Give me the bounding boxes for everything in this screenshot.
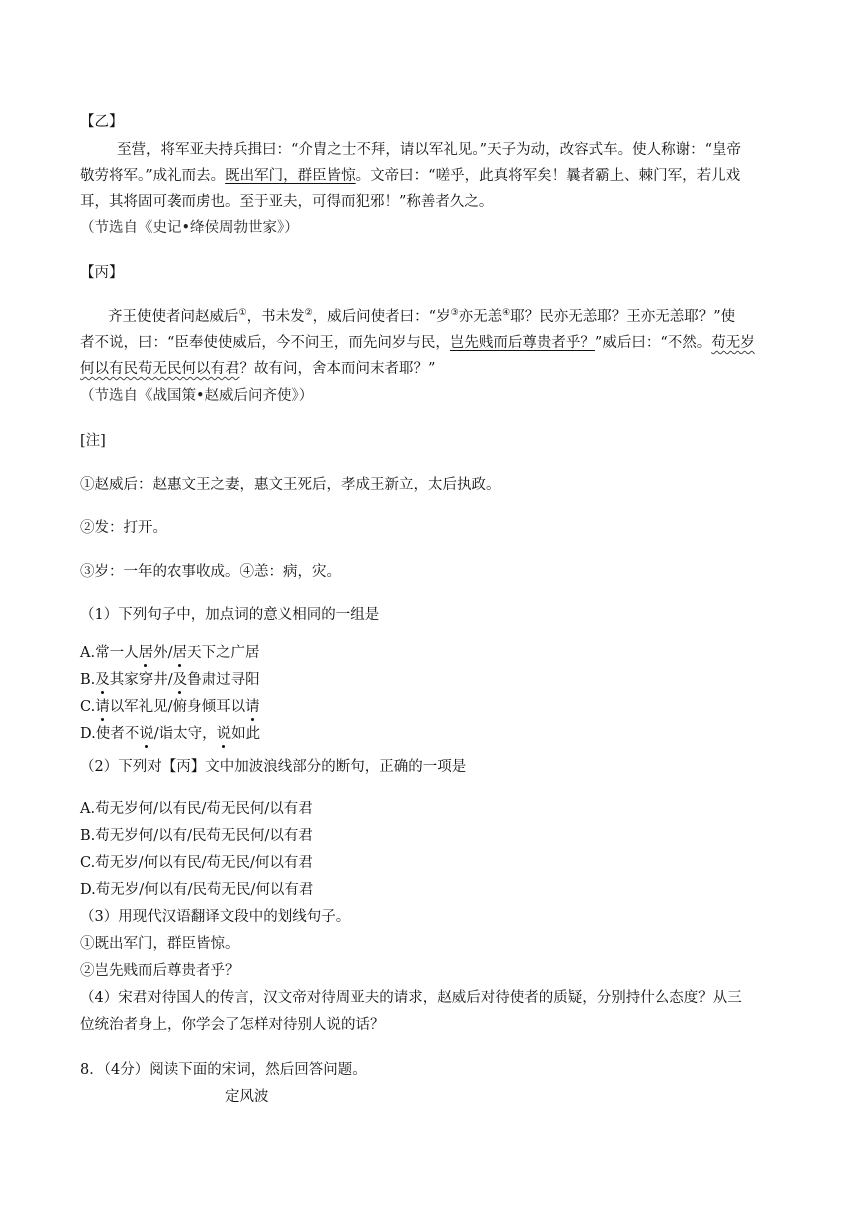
option-a: A.苟无岁何/以有民/苟无民何/以有君 (80, 801, 313, 817)
paragraph-line: 至营，将军亚夫持兵揖曰：“介胄之士不拜，请以军礼见。”天子为动，改容式车。使人称谢：“皇帝 (117, 142, 741, 158)
option-a: A.常一人居外/居天下之广居 (80, 645, 260, 661)
poem-title: 定风波 (225, 1089, 269, 1105)
question-stem-continued: 位统治者身上，你学会了怎样对待别人说的话？ (80, 1017, 385, 1033)
wavy-underlined-text: 苟无岁 (711, 335, 755, 351)
option-d: D.使者不说/诣太守，说如此 (80, 726, 261, 742)
source-citation: （节选自《战国策•赵威后问齐使》） (80, 388, 314, 404)
question-stem: （3）用现代汉语翻译文段中的划线句子。 (80, 909, 351, 925)
paragraph-line: 耳，其将固可袭而虏也。至于亚夫，可得而犯邪！”称善者久之。 (80, 194, 494, 210)
note-item: ②发：打开。 (80, 520, 167, 536)
dotted-char: 居 (172, 645, 187, 661)
dotted-char: 请 (95, 699, 110, 715)
footnote-marker: ① (238, 308, 247, 319)
dotted-char: 居 (138, 645, 154, 661)
dotted-char: 说 (216, 726, 232, 742)
footnote-marker: ③ (450, 308, 459, 319)
dotted-char: 请 (245, 699, 260, 715)
notes-heading: [注] (80, 433, 106, 449)
question-stem: （2）下列对【丙】文中加波浪线部分的断句，正确的一项是 (80, 759, 467, 775)
option-c: C.请以军礼见/俯身倾耳以请 (80, 699, 260, 715)
option-c: C.苟无岁/何以有民/苟无民/何以有君 (80, 855, 313, 871)
section-heading-yi: 【乙】 (80, 114, 124, 130)
note-item: ③岁：一年的农事收成。④恙：病，灾。 (80, 564, 341, 580)
dotted-char: 说 (139, 726, 154, 742)
footnote-marker: ② (304, 308, 313, 319)
translation-item: ②岂先贱而后尊贵者乎？ (80, 963, 240, 979)
dotted-char: 及 (172, 672, 188, 688)
note-item: ①赵威后：赵惠文王之妻，惠文王死后，孝成王新立，太后执政。 (80, 477, 501, 493)
option-b: B.及其家穿井/及鲁肃过寻阳 (80, 672, 260, 688)
question-stem: （1）下列句子中，加点词的意义相同的一组是 (80, 607, 380, 623)
underlined-sentence: 岂先贱而后尊贵者乎？ (449, 335, 595, 351)
source-citation: （节选自《史记•绛侯周勃世家》） (80, 220, 299, 236)
question-stem: （4）宋君对待国人的传言，汉文帝对待周亚夫的请求，赵威后对待使者的质疑，分别持什么态度？从三 (80, 990, 742, 1006)
footnote-marker: ④ (502, 308, 511, 319)
option-d: D.苟无岁/何以有/民苟无民/何以有君 (80, 882, 314, 898)
paragraph-line: 何以有民苟无民何以有君？故有问，舍本而问末者耶？” (80, 361, 436, 377)
paragraph-line: 齐王使使者问赵威后①，书未发②，威后问使者曰：“岁③亦无恙④耶？民亦无恙耶？王亦无恙耶？”使 (108, 308, 736, 325)
option-b: B.苟无岁何/以有/民苟无民何/以有君 (80, 828, 313, 844)
paragraph-line: 者不说，曰：“臣奉使使威后，今不问王，而先问岁与民，岂先贱而后尊贵者乎？”威后曰：“不然。苟无岁 (80, 335, 755, 351)
dotted-char: 及 (95, 672, 110, 688)
question-8-stem: 8．（4分）阅读下面的宋词，然后回答问题。 (80, 1062, 367, 1078)
translation-item: ①既出军门，群臣皆惊。 (80, 936, 240, 952)
underlined-sentence: 既出军门，群臣皆惊 (225, 168, 356, 184)
paragraph-line: 敬劳将军。”成礼而去。既出军门，群臣皆惊。文帝曰：“嗟乎，此真将军矣！曩者霸上、棘门军，若儿戏 (80, 168, 741, 184)
wavy-underlined-text: 何以有民苟无民何以有君 (80, 361, 240, 377)
section-heading-bing: 【丙】 (80, 265, 124, 281)
